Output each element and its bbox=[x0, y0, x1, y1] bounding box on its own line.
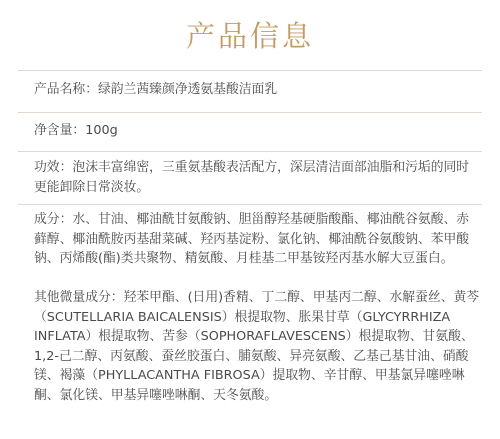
divider bbox=[18, 112, 482, 113]
ingredients-text: 成分：水、甘油、椰油酰甘氨酸钠、胆甾醇羟基硬脂酸酯、椰油酰谷氨酸、赤藓醇、椰油酰胺丙基甜菜碱、羟丙基淀粉、氯化钠、椰油酰谷氨酸钠、苯甲酸钠、丙烯酸(酯)类共聚物、精氨酸、月桂基二甲基铵羟丙基水解大豆蛋白。 bbox=[34, 212, 470, 266]
divider bbox=[18, 151, 482, 152]
net-content: 净含量：100g bbox=[34, 123, 118, 138]
trace-ingredients-text: 其他微量成分：羟苯甲酯、(日用)香精、丁二醇、甲基丙二醇、水解蚕丝、黄芩（SCUTELLARIA BAICALENSIS）根提取物、胀果甘草（GLYCYRRHIZA INFLATA）根提取物、苦参（SOPHORAFLAVESCENS）根提取物、甘氨酸、1,2-己二醇、丙氨酸、蚕丝胶蛋白、脯氨酸、异亮氨酸、乙基己基甘油、硝酸镁、褐藻（PHYLLACANTHA FIBROSA）提取物、辛甘醇、甲基氯异噻唑啉酮、氯化镁、甲基异噻唑啉酮、天冬氨酸。 bbox=[34, 290, 480, 403]
divider bbox=[18, 204, 482, 205]
divider bbox=[18, 70, 482, 71]
product-name: 产品名称：绿韵兰茜臻颜净透氨基酸洁面乳 bbox=[34, 82, 278, 97]
efficacy-text: 功效：泡沫丰富绵密，三重氨基酸表活配方，深层清洁面部油脂和污垢的同时更能卸除日常淡妆。 bbox=[34, 160, 470, 195]
page-title: 产品信息 bbox=[185, 19, 314, 53]
